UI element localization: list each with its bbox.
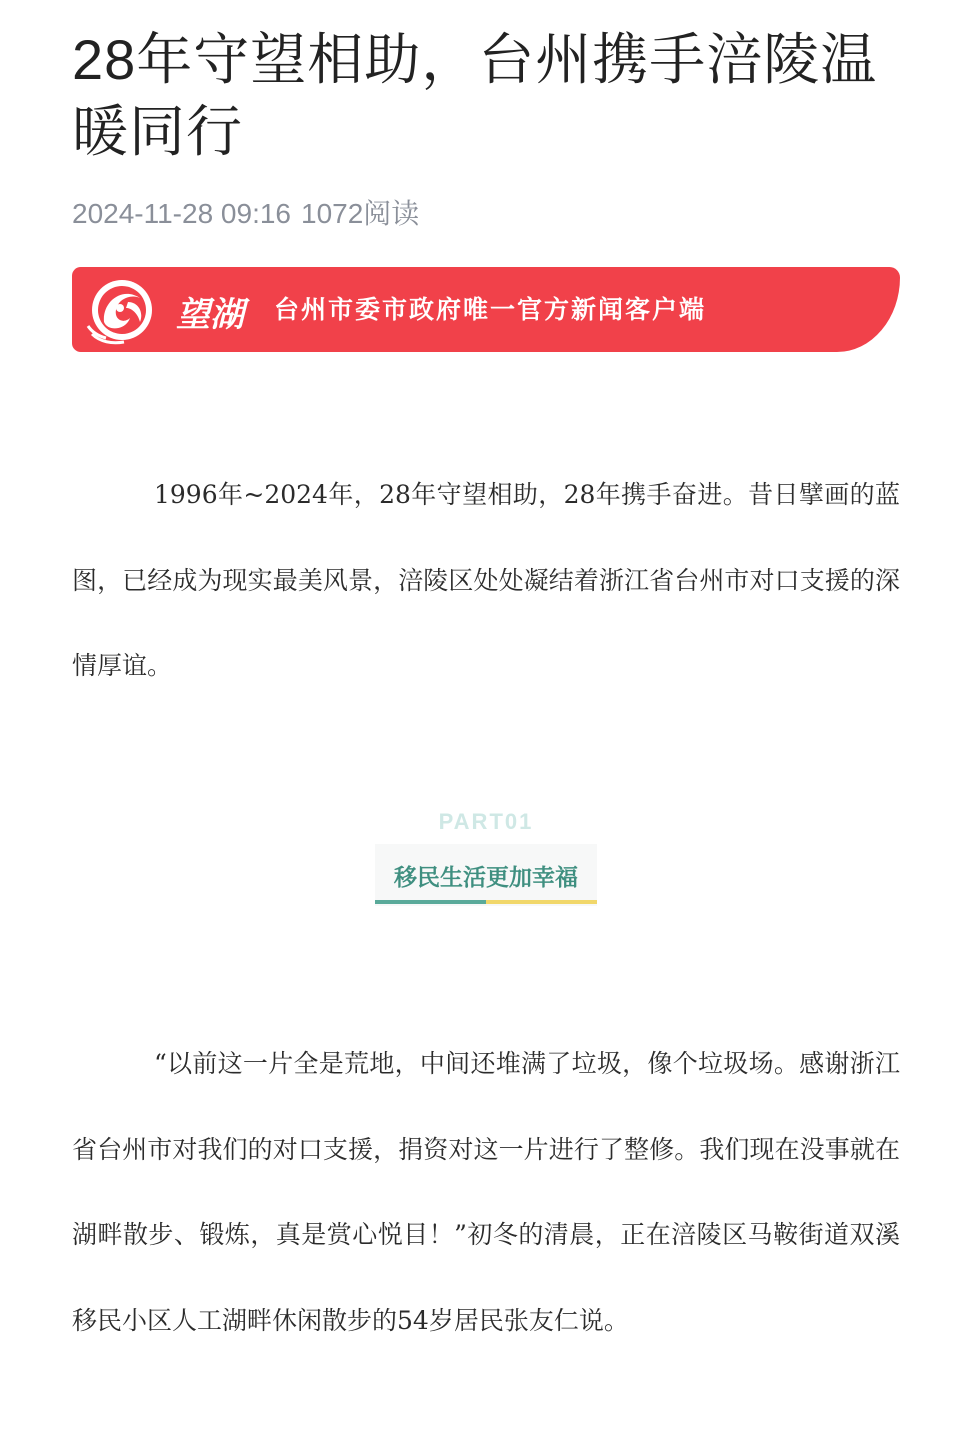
paragraph-intro: 1996年~2024年，28年守望相助，28年携手奋进。昔日擘画的蓝图，已经成为现实最美风景，涪陵区处处凝结着浙江省台州市对口支援的深情厚谊。 [72,480,900,680]
wanghu-logo [82,272,254,348]
article-title: 28年守望相助，台州携手涪陵温暖同行 [72,28,878,163]
section-underline-yellow [486,900,597,904]
section-header [375,808,597,904]
section-part-label: PART01 [438,809,534,834]
section-heading: 移民生活更加幸福 [394,865,578,891]
logo-text: 望湖 [176,295,244,335]
publish-date: 2024-11-28 09:16 [72,198,291,229]
section-underline-teal [375,900,486,904]
app-banner[interactable] [72,267,900,352]
read-count: 1072阅读 [301,198,420,229]
banner-slogan: 台州市委市政府唯一官方新闻客户端 [274,295,707,324]
paragraph-resident-quote: “以前这一片全是荒地，中间还堆满了垃圾，像个垃圾场。感谢浙江省台州市对我们的对口支援，捐资对这一片进行了整修。我们现在没事就在湖畔散步、锻炼，真是赏心悦目！”初冬的清晨，正在涪陵区马鞍街道双溪移民小区人工湖畔休闲散步的54岁居民张友仁说。 [72,1049,900,1335]
article-meta [72,194,429,234]
